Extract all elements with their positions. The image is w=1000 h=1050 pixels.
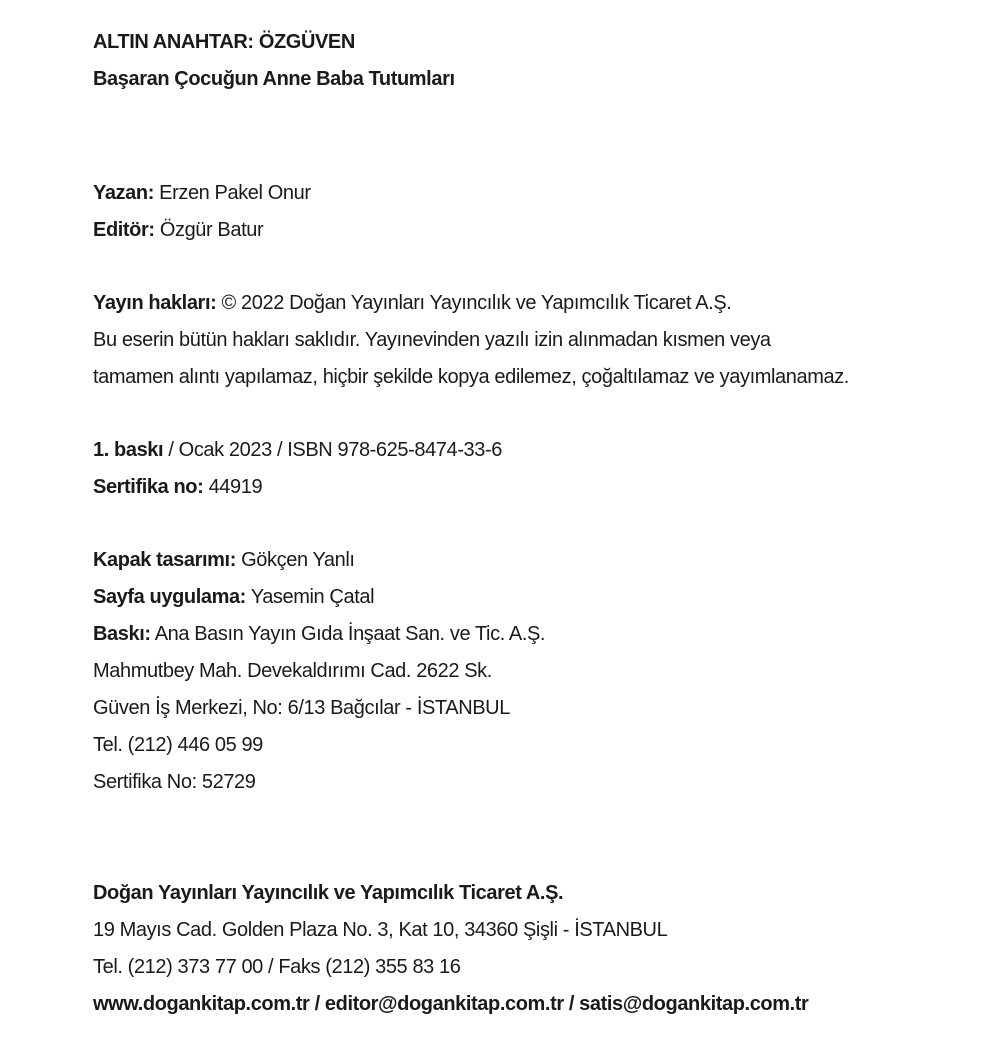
publisher-web-links: www.dogankitap.com.tr / editor@dogankitap.com.tr / satis@dogankitap.com.tr — [93, 993, 809, 1015]
book-title: ALTIN ANAHTAR: ÖZGÜVEN — [93, 31, 355, 53]
certificate-label: Sertifika no: — [93, 476, 204, 498]
book-subtitle: Başaran Çocuğun Anne Baba Tutumları — [93, 68, 455, 90]
page-layout-designer: Yasemin Çatal — [250, 586, 375, 608]
rights-line — [93, 285, 973, 322]
rights-text-1: Bu eserin bütün hakları saklıdır. Yayınevinden yazılı izin alınmadan kısmen veya — [93, 329, 771, 351]
editor-label: Editör: — [93, 219, 155, 241]
author-line — [93, 175, 973, 212]
rights-holder: © 2022 Doğan Yayınları Yayıncılık ve Yapımcılık Ticaret A.Ş. — [221, 292, 732, 314]
publisher-address: 19 Mayıs Cad. Golden Plaza No. 3, Kat 10, 34360 Şişli - İSTANBUL — [93, 919, 668, 941]
edition-label: 1. baskı — [93, 439, 164, 461]
cover-designer: Gökçen Yanlı — [241, 549, 355, 571]
cover-design-line — [93, 542, 973, 579]
rights-label: Yayın hakları: — [93, 292, 217, 314]
certificate-line — [93, 469, 973, 506]
printer-phone: Tel. (212) 446 05 99 — [93, 734, 263, 756]
editor-name: Özgür Batur — [159, 219, 264, 241]
certificate-number: 44919 — [208, 476, 263, 498]
printer-line — [93, 616, 973, 653]
printer-certificate: Sertifika No: 52729 — [93, 771, 256, 793]
rights-text-2: tamamen alıntı yapılamaz, hiçbir şekilde kopya edilemez, çoğaltılamaz ve yayımlanamaz. — [93, 366, 849, 388]
author-label: Yazan: — [93, 182, 154, 204]
printer-label: Baskı: — [93, 623, 151, 645]
publisher-phones: Tel. (212) 373 77 00 / Faks (212) 355 83 16 — [93, 956, 461, 978]
publisher-name: Doğan Yayınları Yayıncılık ve Yapımcılık Ticaret A.Ş. — [93, 882, 564, 904]
printer-address-2: Güven İş Merkezi, No: 6/13 Bağcılar - İSTANBUL — [93, 697, 510, 719]
page-layout-line — [93, 579, 973, 616]
author-name: Erzen Pakel Onur — [159, 182, 311, 204]
printer-address-1: Mahmutbey Mah. Devekaldırımı Cad. 2622 Sk. — [93, 660, 492, 682]
page-layout-label: Sayfa uygulama: — [93, 586, 246, 608]
edition-details: / Ocak 2023 / ISBN 978-625-8474-33-6 — [163, 439, 502, 461]
editor-line — [93, 212, 973, 249]
printer-name: Ana Basın Yayın Gıda İnşaat San. ve Tic. A.Ş. — [154, 623, 546, 645]
colophon-page — [93, 24, 973, 1023]
edition-line — [93, 432, 973, 469]
cover-design-label: Kapak tasarımı: — [93, 549, 236, 571]
